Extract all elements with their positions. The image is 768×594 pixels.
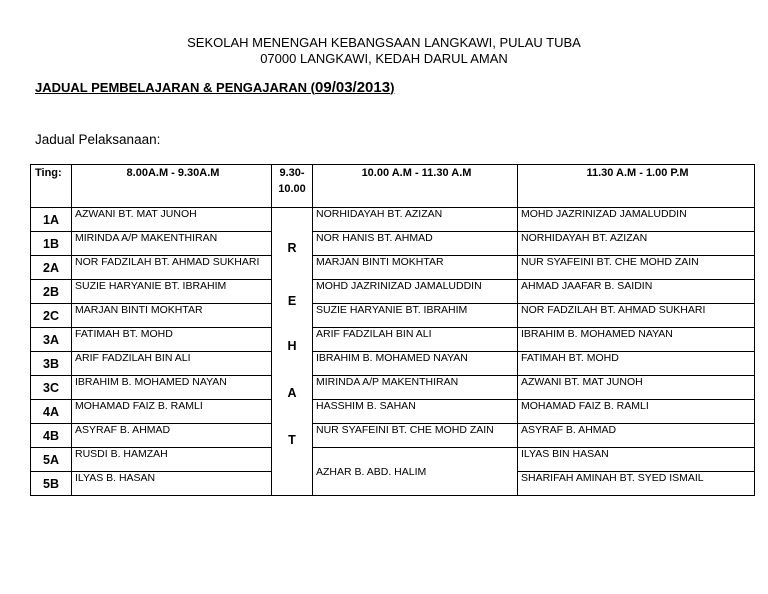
slot1-cell: NOR FADZILAH BT. AHMAD SUKHARI — [72, 256, 272, 280]
table-row — [31, 208, 755, 232]
slot1-cell: IBRAHIM B. MOHAMED NAYAN — [72, 376, 272, 400]
slot3-cell: AZWANI BT. MAT JUNOH — [518, 376, 755, 400]
school-name: SEKOLAH MENENGAH KEBANGSAAN LANGKAWI, PULAU TUBA — [187, 35, 581, 50]
slot1-cell: AZWANI BT. MAT JUNOH — [72, 208, 272, 232]
class-cell: 5A — [31, 448, 72, 472]
slot2-cell: MARJAN BINTI MOKHTAR — [313, 256, 518, 280]
slot2-cell: NUR SYAFEINI BT. CHE MOHD ZAIN — [313, 424, 518, 448]
table-header-row — [31, 165, 755, 208]
table-row — [31, 352, 755, 376]
slot1-cell: ILYAS B. HASAN — [72, 472, 272, 496]
slot3-cell: MOHD JAZRINIZAD JAMALUDDIN — [518, 208, 755, 232]
class-cell: 1B — [31, 232, 72, 256]
slot1-cell: ASYRAF B. AHMAD — [72, 424, 272, 448]
document-title — [35, 79, 394, 96]
slot2-cell: SUZIE HARYANIE BT. IBRAHIM — [313, 304, 518, 328]
table-row — [31, 448, 755, 472]
slot1-cell: SUZIE HARYANIE BT. IBRAHIM — [72, 280, 272, 304]
break-column — [272, 208, 313, 496]
class-cell: 2C — [31, 304, 72, 328]
header-ting: Ting: — [31, 165, 72, 208]
slot2-cell: MOHD JAZRINIZAD JAMALUDDIN — [313, 280, 518, 304]
class-cell: 4B — [31, 424, 72, 448]
class-cell: 3B — [31, 352, 72, 376]
title-date: 09/03/2013 — [315, 79, 391, 96]
slot3-cell: NORHIDAYAH BT. AZIZAN — [518, 232, 755, 256]
slot2-cell: MIRINDA A/P MAKENTHIRAN — [313, 376, 518, 400]
slot3-cell: ILYAS BIN HASAN — [518, 448, 755, 472]
header-slot2: 10.00 A.M - 11.30 A.M — [313, 165, 518, 208]
table-row — [31, 280, 755, 304]
schedule-table — [30, 164, 755, 496]
slot2-cell: IBRAHIM B. MOHAMED NAYAN — [313, 352, 518, 376]
table-row — [31, 232, 755, 256]
table-row — [31, 256, 755, 280]
slot1-cell: ARIF FADZILAH BIN ALI — [72, 352, 272, 376]
class-cell: 4A — [31, 400, 72, 424]
slot1-cell: MOHAMAD FAIZ B. RAMLI — [72, 400, 272, 424]
header-slot3: 11.30 A.M - 1.00 P.M — [518, 165, 755, 208]
header-break — [272, 165, 313, 208]
slot2-cell: NORHIDAYAH BT. AZIZAN — [313, 208, 518, 232]
class-cell: 3A — [31, 328, 72, 352]
header-break-line2: 10.00 — [278, 183, 306, 195]
slot3-cell: MOHAMAD FAIZ B. RAMLI — [518, 400, 755, 424]
slot2-cell: ARIF FADZILAH BIN ALI — [313, 328, 518, 352]
slot3-cell: AHMAD JAAFAR B. SAIDIN — [518, 280, 755, 304]
school-address: 07000 LANGKAWI, KEDAH DARUL AMAN — [260, 51, 508, 66]
slot3-cell: NUR SYAFEINI BT. CHE MOHD ZAIN — [518, 256, 755, 280]
slot2-cell-merged: AZHAR B. ABD. HALIM — [313, 448, 518, 496]
slot3-cell: NOR FADZILAH BT. AHMAD SUKHARI — [518, 304, 755, 328]
slot1-cell: MIRINDA A/P MAKENTHIRAN — [72, 232, 272, 256]
slot1-cell: FATIMAH BT. MOHD — [72, 328, 272, 352]
section-subtitle: Jadual Pelaksanaan: — [35, 132, 161, 147]
class-cell: 3C — [31, 376, 72, 400]
slot3-cell: ASYRAF B. AHMAD — [518, 424, 755, 448]
break-letter: A — [287, 386, 297, 400]
header-break-line1: 9.30- — [279, 167, 305, 179]
break-letter: T — [288, 433, 296, 447]
slot2-cell: HASSHIM B. SAHAN — [313, 400, 518, 424]
slot1-cell: RUSDI B. HAMZAH — [72, 448, 272, 472]
slot3-cell: FATIMAH BT. MOHD — [518, 352, 755, 376]
header-slot1: 8.00A.M - 9.30A.M — [72, 165, 272, 208]
table-row — [31, 328, 755, 352]
break-letter: H — [287, 339, 297, 353]
slot3-cell: SHARIFAH AMINAH BT. SYED ISMAIL — [518, 472, 755, 496]
break-letter: E — [287, 294, 297, 308]
slot2-cell: NOR HANIS BT. AHMAD — [313, 232, 518, 256]
table-row — [31, 304, 755, 328]
class-cell: 5B — [31, 472, 72, 496]
slot1-cell: MARJAN BINTI MOKHTAR — [72, 304, 272, 328]
table-row — [31, 424, 755, 448]
title-suffix: ) — [390, 80, 395, 95]
table-row — [31, 400, 755, 424]
table-row — [31, 376, 755, 400]
title-prefix: JADUAL PEMBELAJARAN & PENGAJARAN ( — [35, 80, 316, 95]
class-cell: 1A — [31, 208, 72, 232]
break-letter: R — [287, 241, 297, 255]
class-cell: 2A — [31, 256, 72, 280]
slot3-cell: IBRAHIM B. MOHAMED NAYAN — [518, 328, 755, 352]
class-cell: 2B — [31, 280, 72, 304]
